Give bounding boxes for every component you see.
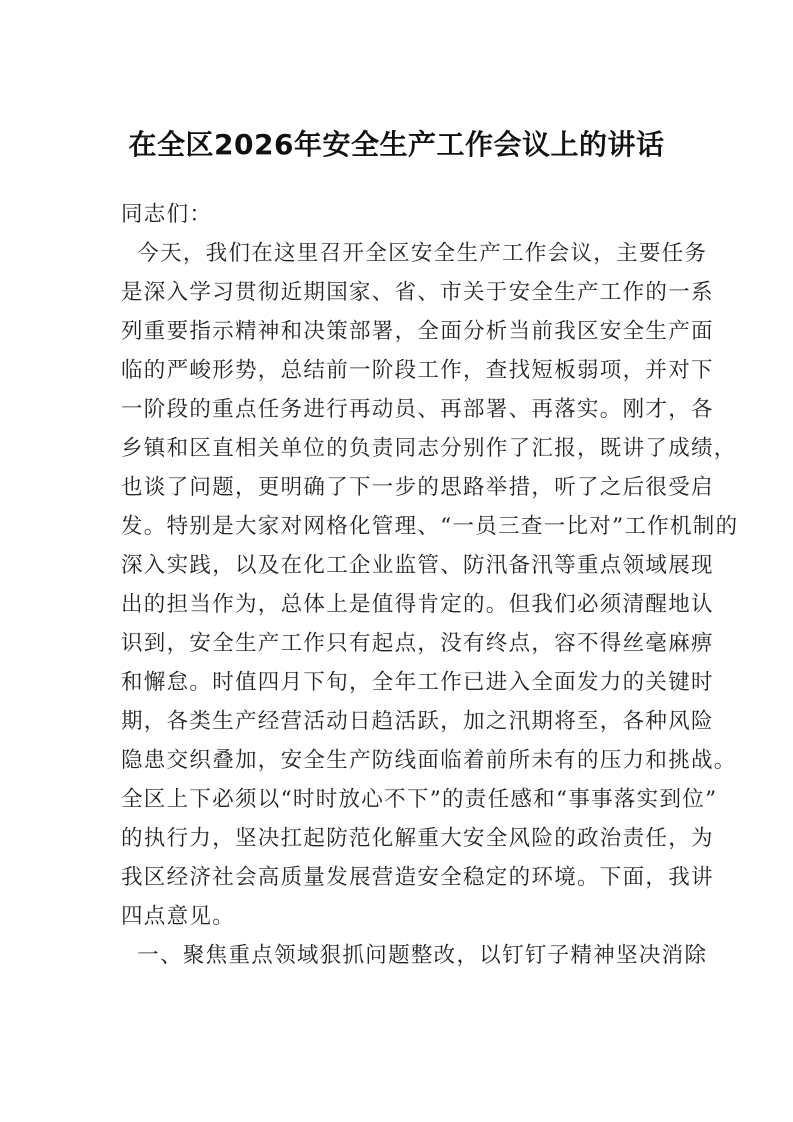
body-line: 和懈怠。时值四月下旬，全年工作已进入全面发力的关键时: [121, 670, 714, 695]
body-line: 四点意见。: [121, 904, 236, 929]
body-line: 今天，我们在这里召开全区安全生产工作会议，主要任务: [121, 241, 708, 266]
salutation: 同志们：: [121, 202, 213, 227]
body-line: 全区上下必须以“时时放心不下”的责任感和“事事落实到位”: [121, 787, 718, 812]
body-line: 出的担当作为，总体上是值得肯定的。但我们必须清醒地认: [121, 592, 714, 617]
body-line: 列重要指示精神和决策部署，全面分析当前我区安全生产面: [121, 319, 714, 344]
body-line: 发。特别是大家对网格化管理、“一员三查一比对”工作机制的: [121, 514, 739, 539]
body-line: 临的严峻形势，总结前一阶段工作，查找短板弱项，并对下: [121, 358, 714, 383]
body-line: 一阶段的重点任务进行再动员、再部署、再落实。刚才，各: [121, 397, 714, 422]
body-line: 隐患交织叠加，安全生产防线面临着前所未有的压力和挑战。: [121, 748, 737, 773]
document-title: 在全区2026年安全生产工作会议上的讲话: [128, 128, 665, 161]
document-body: [121, 195, 739, 975]
body-line: 深入实践，以及在化工企业监管、防汛备汛等重点领域展现: [121, 553, 714, 578]
body-line: 乡镇和区直相关单位的负责同志分别作了汇报，既讲了成绩，: [121, 436, 737, 461]
body-line: 期，各类生产经营活动日趋活跃，加之汛期将至，各种风险: [121, 709, 714, 734]
body-line: 是深入学习贯彻近期国家、省、市关于安全生产工作的一系: [121, 280, 714, 305]
body-line: 我区经济社会高质量发展营造安全稳定的环境。下面，我讲: [121, 865, 714, 890]
body-line: 识到，安全生产工作只有起点，没有终点，容不得丝毫麻痹: [121, 631, 714, 656]
body-line: 也谈了问题，更明确了下一步的思路举措，听了之后很受启: [121, 475, 714, 500]
body-line: 的执行力，坚决扛起防范化解重大安全风险的政治责任，为: [121, 826, 714, 851]
body-line: 一、聚焦重点领域狠抓问题整改，以钉钉子精神坚决消除: [121, 943, 708, 968]
